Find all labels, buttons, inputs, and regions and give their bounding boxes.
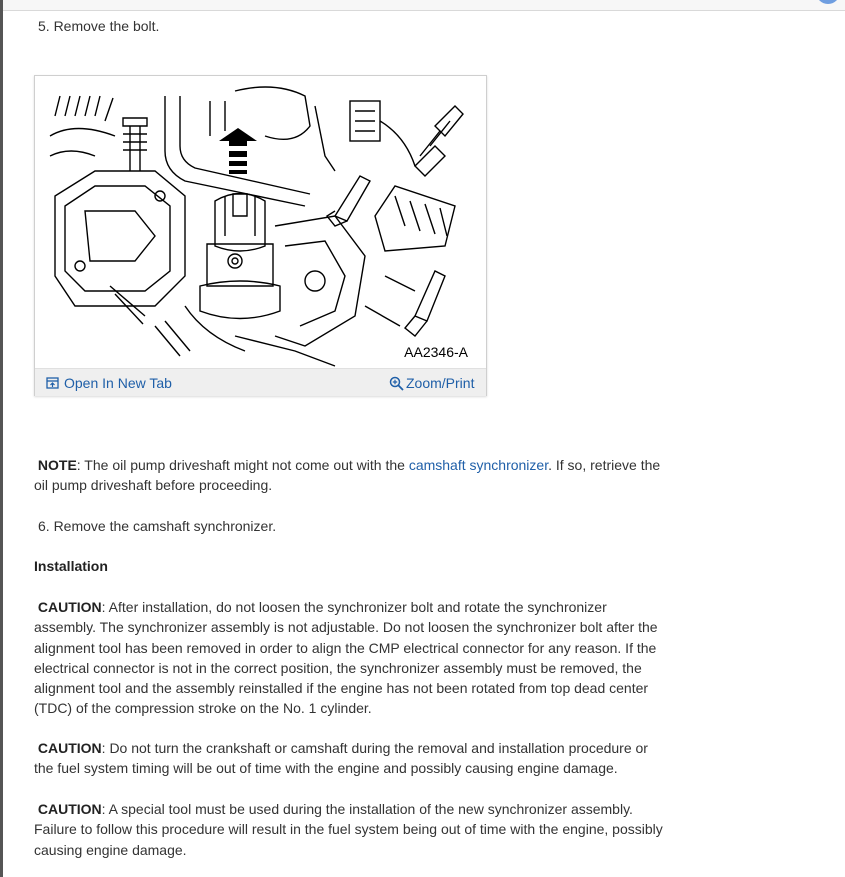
note-text-before: : The oil pump driveshaft might not come out with the xyxy=(76,457,409,473)
caution-text: : A special tool must be used during the installation of the new synchronizer assembly. Failure to follow this procedure will result in the fuel system being out of time with the engine, possibly causing engine damage. xyxy=(34,801,663,858)
note-label: NOTE xyxy=(37,457,77,473)
installation-heading: Installation xyxy=(34,558,108,574)
figure-toolbar xyxy=(35,368,486,396)
caution-text: : After installation, do not loosen the synchronizer bolt and rotate the synchronizer assembly. The synchronizer assembly is not adjustable. Do not loosen the synchronizer bolt after the alignment tool has been removed in order to align the CMP electrical connector for any reason. If the electrical connector is not in the correct position, the synchronizer assembly must be removed, the alignment tool and the assembly reinstalled if the engine has not been rotated from top dead center (TDC) of the compression stroke on the No. 1 cylinder. xyxy=(34,599,658,717)
note-text-after: . If so, retrieve the oil pump driveshaft before proceeding. xyxy=(34,457,661,494)
caution-label: CAUTION xyxy=(37,740,102,756)
step-6-text: 6. Remove the camshaft synchronizer. xyxy=(38,518,277,534)
engine-diagram-image xyxy=(35,76,486,368)
top-toolbar xyxy=(0,0,845,11)
caution-label: CAUTION xyxy=(37,801,102,817)
open-new-tab-label: Open In New Tab xyxy=(64,375,172,391)
figure-container xyxy=(34,75,487,396)
zoom-in-icon xyxy=(389,376,404,391)
camshaft-synchronizer-link[interactable]: camshaft synchronizer xyxy=(408,457,549,473)
step-5-text: 5. Remove the bolt. xyxy=(38,18,160,34)
caution-paragraph-1 xyxy=(34,597,664,719)
figure-code: AA2346-A xyxy=(404,344,468,360)
open-new-tab-link[interactable] xyxy=(46,375,172,391)
caution-label: CAUTION xyxy=(37,599,102,615)
caution-paragraph-3 xyxy=(34,799,664,860)
zoom-print-label: Zoom/Print xyxy=(406,375,475,391)
caution-text: : Do not turn the crankshaft or camshaft during the removal and installation procedure or the fuel system timing will be out of time with the engine and possibly causing engine damage. xyxy=(34,740,648,777)
zoom-print-link[interactable] xyxy=(389,375,474,391)
open-tab-icon xyxy=(46,377,59,389)
caution-paragraph-2 xyxy=(34,738,664,779)
left-border xyxy=(0,0,3,877)
note-paragraph xyxy=(34,455,664,496)
